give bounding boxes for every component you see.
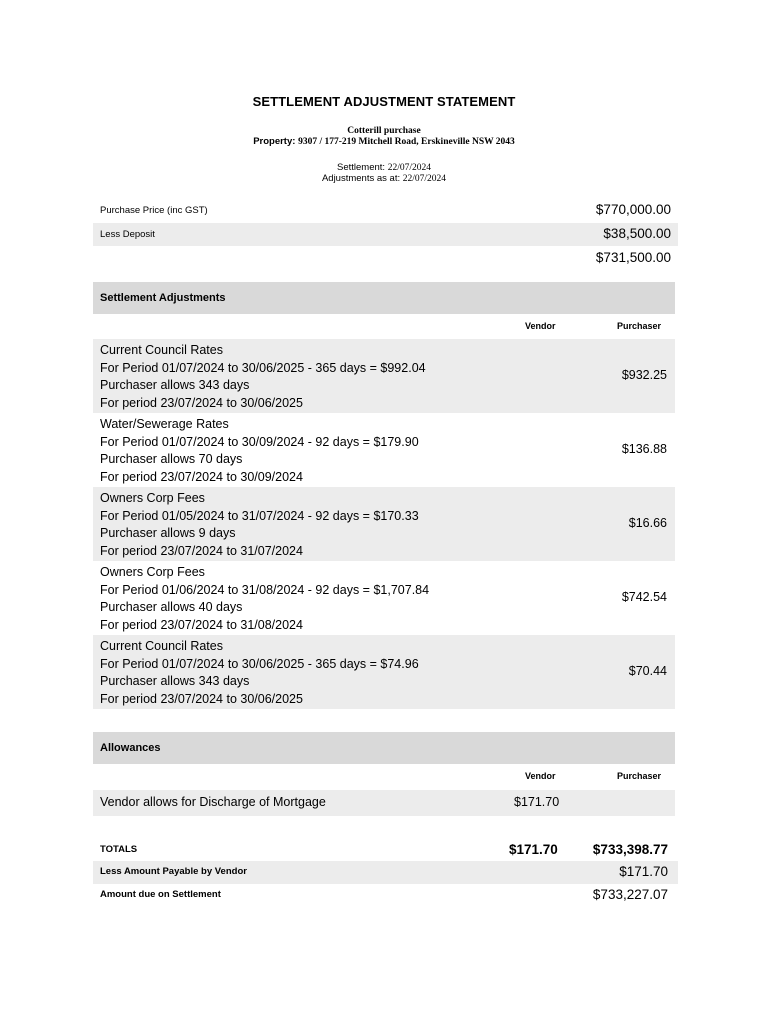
allowances-title: Allowances [100,742,161,754]
less-deposit-label: Less Deposit [100,229,155,240]
adjustment-line: For period 23/07/2024 to 30/06/2025 [100,395,303,410]
allowance-item [93,790,675,816]
document-title: SETTLEMENT ADJUSTMENT STATEMENT [252,94,516,109]
property-value: 9307 / 177-219 Mitchell Road, Erskineville NSW 2043 [298,137,515,147]
adjustments-col-purchaser: Purchaser [617,321,662,331]
adjustment-line: For period 23/07/2024 to 30/06/2025 [100,691,303,706]
adjustment-purchaser-amount: $742.54 [621,590,667,604]
adjustment-line: For period 23/07/2024 to 31/07/2024 [100,543,303,558]
balance-amount: $731,500.00 [595,250,671,265]
adjustment-item-text [100,564,429,634]
totals-purchaser-amount: $733,398.77 [592,842,668,857]
settlement-label: Settlement: [337,162,386,173]
adjustment-line: Purchaser allows 70 days [100,452,243,467]
adjustment-line: Owners Corp Fees [100,491,205,505]
settlement-date: 22/07/2024 [387,163,431,173]
totals-vendor-amount: $171.70 [509,842,558,857]
adjustment-item [93,487,675,561]
adjustment-line: For Period 01/06/2024 to 31/08/2024 - 92 days = $1,707.84 [100,582,430,597]
adjustment-line: For Period 01/05/2024 to 31/07/2024 - 92 days = $170.33 [100,508,419,523]
adjustment-item-text [100,416,419,486]
adjustment-line: Current Council Rates [100,343,223,357]
property-label: Property: [253,136,296,147]
adjustment-line: For period 23/07/2024 to 30/09/2024 [100,469,303,484]
adjustment-line: For Period 01/07/2024 to 30/09/2024 - 92 days = $179.90 [100,434,419,449]
adjustments-date-label: Adjustments as at: [321,173,401,184]
adjustments-date-line [0,173,768,185]
adjustment-line: Purchaser allows 40 days [100,600,243,615]
adjustment-purchaser-amount: $16.66 [628,516,667,530]
adjustment-item [93,413,675,487]
adjustment-purchaser-amount: $932.25 [621,368,667,382]
totals-row [93,838,678,861]
adjustment-item-text [100,490,419,560]
adjustment-item-text [100,342,426,412]
amount-due-row [93,884,678,907]
purchase-price-label: Purchase Price (inc GST) [100,205,208,216]
adjustment-line: Purchaser allows 343 days [100,674,250,689]
totals-label: TOTALS [100,844,138,855]
allowance-item-vendor-amount: $171.70 [514,795,560,809]
adjustments-col-vendor: Vendor [525,321,556,331]
purchase-price-amount: $770,000.00 [595,202,671,217]
purchase-price-row [93,199,678,222]
adjustments-date: 22/07/2024 [402,174,447,184]
adjustment-item [93,561,675,635]
matter-name: Cotterill purchase [347,126,421,136]
adjustment-line: Owners Corp Fees [100,565,205,579]
adjustment-line: For period 23/07/2024 to 31/08/2024 [100,617,303,632]
adjustment-item [93,635,675,709]
balance-row [93,247,678,270]
less-deposit-row [93,223,678,246]
property-line [0,136,768,148]
allowances-col-purchaser: Purchaser [617,771,662,781]
less-deposit-amount: $38,500.00 [603,226,671,241]
adjustment-line: Water/Sewerage Rates [100,417,229,431]
adjustment-line: Purchaser allows 343 days [100,378,250,393]
less-payable-amount: $171.70 [619,864,668,879]
amount-due-value: $733,227.07 [592,887,668,902]
settlement-adjustments-title: Settlement Adjustments [100,292,226,304]
adjustment-line: For Period 01/07/2024 to 30/06/2025 - 365 days = $74.96 [100,656,419,671]
allowances-header [93,732,675,764]
amount-due-label: Amount due on Settlement [100,889,221,900]
adjustment-line: For Period 01/07/2024 to 30/06/2025 - 365 days = $992.04 [100,360,426,375]
adjustment-purchaser-amount: $70.44 [628,664,667,678]
allowance-item-label: Vendor allows for Discharge of Mortgage [100,795,326,809]
adjustment-purchaser-amount: $136.88 [621,442,667,456]
less-payable-row [93,861,678,884]
less-payable-label: Less Amount Payable by Vendor [100,866,247,877]
adjustment-line: Purchaser allows 9 days [100,526,236,541]
allowances-col-vendor: Vendor [525,771,556,781]
adjustment-item [93,339,675,413]
settlement-adjustments-header [93,282,675,314]
adjustment-line: Current Council Rates [100,639,223,653]
adjustment-item-text [100,638,419,708]
